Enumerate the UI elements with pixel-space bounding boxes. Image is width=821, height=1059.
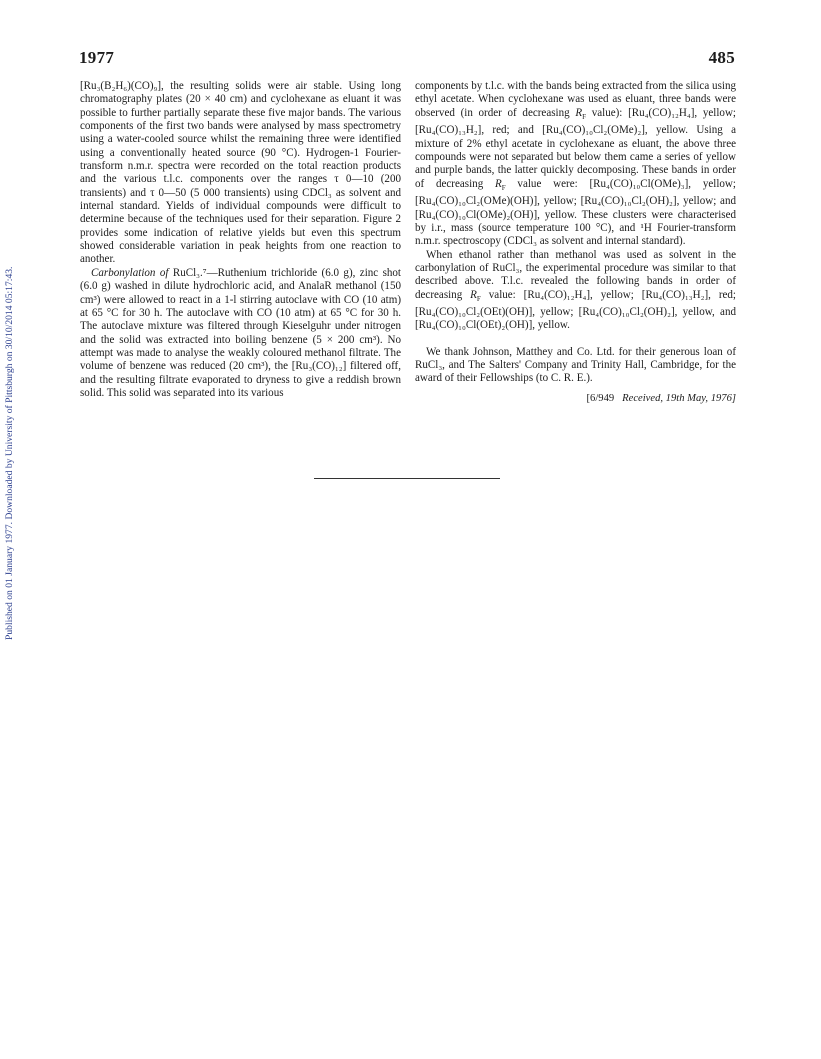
carbonylation-text: RuCl₃.⁷—Ruthenium trichloride (6.0 g), zinc shot (6.0 g) washed in dilute hydrochloric acid, and AnalaR methanol (150 cm³) were allowed to react in a 1-l stirring autoclave with CO (10 atm) at 65 °C for 30 h. The autoclave with CO (10 atm) at 65 °C for 30 h. The autoclave mixture was filtered through Kieselguhr under nitrogen and the solid was extracted into boiling benzene (5 × 200 cm³). No attempt was made to analyse the weakly coloured methanol filtrate. The volume of benzene was reduced (20 cm³), the [Ru₃(CO)₁₂] filtered off, and the resulting filtrate evaporated to dryness to give a reddish brown solid. This solid was separated into its various: [80, 266, 401, 399]
text-run: components by t.l.c. with the bands being extracted from the silica using ethyl acetate. When cyclohexane was used as eluant, three bands were observed (in order of decreasing: [415, 80, 736, 119]
received-date: , 19th May, 1976]: [660, 392, 736, 404]
received-label: Received: [622, 392, 661, 404]
text-run: When ethanol rather than methanol was used as solvent in the carbonylation of RuCl₃, the experimental procedure was similar to that described above. T.l.c. revealed the following bands in order of decreasing: [415, 248, 736, 301]
body-paragraph: [Ru₃(B₂H₆)(CO)₉], the resulting solids were air stable. Using long chromatography plates (20 × 40 cm) and cyclohexane as eluant it was possible to further partially separate these five major bands. The various components of the first two bands were analysed by mass spectrometry using a water-cooled source whilst the remaining three were identified using a conventionally heated source (90 °C). Hydrogen-1 Fourier-transform n.m.r. spectra were recorded on the total reaction products and the various t.l.c. components over the ranges τ 0—10 (200 transients) and τ 0—50 (5 000 transients) using CDCl₃ as solvent and internal standard. Yields of individual compounds were difficult to determine because of the techniques used for their separation. Figure 2 provides some indication of relative yields but even this spectrum showed considerable variation in peak heights from one reaction to another.: [80, 80, 401, 266]
publication-sidebar-note: Published on 01 January 1977. Downloaded by University of Pittsburgh on 30/10/2014 05:17:43.: [4, 266, 15, 640]
carbonylation-paragraph: [80, 267, 401, 400]
journal-year: 1977: [79, 48, 115, 67]
rf-symbol: R: [575, 106, 583, 119]
received-reference: [415, 392, 736, 405]
page-number: 485: [708, 48, 735, 67]
acknowledgement: We thank Johnson, Matthey and Co. Ltd. for their generous loan of RuCl₃, and The Salters' Company and Trinity Hall, Cambridge, for the award of their Fellowships (to C. R. E.).: [415, 345, 736, 385]
text-run: value): [Ru₄(CO)₁₂H₄], yellow; [Ru₄(CO)₁₃H₂], red; and [Ru₄(CO)₁₀Cl₂(OMe)₂], yellow. Using a mixture of 2% ethyl acetate in cyclohexane as eluant, the above three compounds were not separated but below them came a series of yellow and purple bands, the latter quickly decomposing. These bands in order of decreasing: [415, 106, 736, 190]
rf-subscript: F: [476, 294, 481, 303]
section-divider: [314, 478, 500, 479]
text-run: value: [Ru₄(CO)₁₂H₄], yellow; [Ru₄(CO)₁₃H₂], red; [Ru₄(CO)₁₀Cl₂(OEt)(OH)], yellow; [Ru₄(CO)₁₀Cl₂(OH)₂], yellow, and [Ru₄(CO)₁₀Cl(OEt)₂(OH)], yellow.: [415, 288, 736, 332]
section-heading: Carbonylation of: [91, 266, 169, 279]
text-run: value were: [Ru₄(CO)₁₀Cl(OMe)₃], yellow; [Ru₄(CO)₁₀Cl₂(OMe)(OH)], yellow; [Ru₄(CO)₁₀Cl₂(OH)₂], yellow; and [Ru₄(CO)₁₀Cl(OMe)₂(OH)], yellow. These clusters were characterised by i.r., mass (source temperature 100 °C), and ¹H Fourier-transform n.m.r. spectroscopy (CDCl₃ as solvent and internal standard).: [415, 177, 736, 248]
ethanol-paragraph: [415, 249, 736, 333]
reference-code: [6/949: [586, 392, 615, 404]
left-column: [80, 80, 401, 400]
rf-symbol: R: [470, 288, 477, 301]
right-column: [415, 80, 736, 405]
rf-symbol: R: [495, 177, 502, 190]
body-paragraph: [415, 80, 736, 249]
rf-subscript: F: [501, 183, 506, 192]
rf-subscript: F: [582, 112, 587, 121]
